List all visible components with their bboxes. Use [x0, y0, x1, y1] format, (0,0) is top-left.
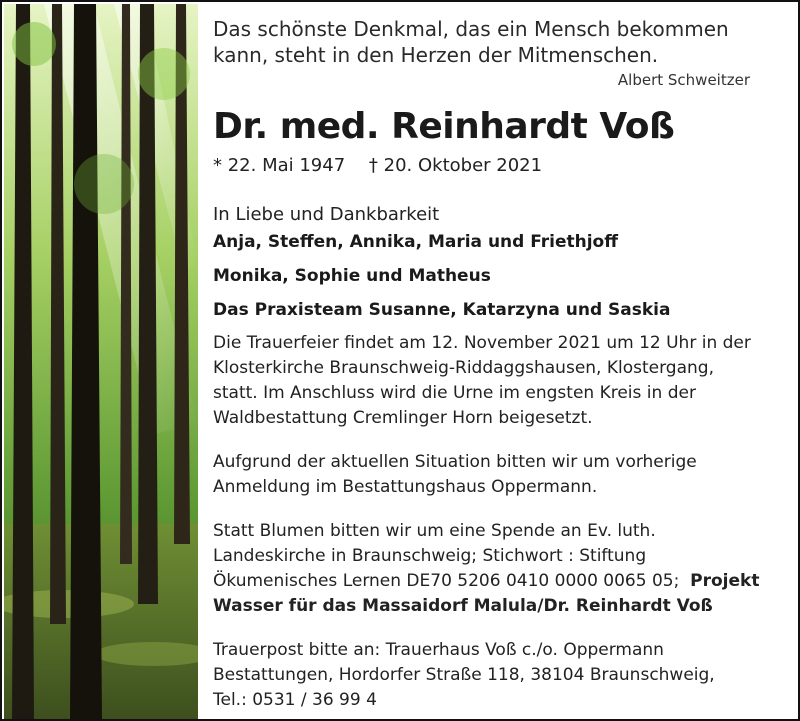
donation-line	[213, 569, 788, 594]
donation-iban-text: Ökumenisches Lernen DE70 5206 0410 0000 0065 05;	[213, 571, 680, 591]
ceremony-line: statt. Im Anschluss wird die Urne im engsten Kreis in der	[213, 383, 696, 403]
ceremony-paragraph	[213, 331, 788, 431]
mourners-intro: In Liebe und Dankbarkeit	[213, 204, 440, 225]
quote	[213, 16, 788, 68]
ceremony-line: Die Trauerfeier findet am 12. November 2021 um 12 Uhr in der	[213, 333, 751, 353]
mourner-group: Monika, Sophie und Matheus	[213, 266, 491, 286]
donation-line: Landeskirche in Braunschweig; Stichwort : Stiftung	[213, 546, 647, 566]
birth-date: * 22. Mai 1947	[213, 155, 346, 176]
donation-paragraph	[213, 519, 788, 619]
donation-project-name: Wasser für das Massaidorf Malula/Dr. Reinhardt Voß	[213, 596, 713, 616]
registration-line: Aufgrund der aktuellen Situation bitten wir um vorherige	[213, 452, 697, 472]
post-line: Tel.: 0531 / 36 99 4	[213, 690, 377, 710]
donation-project-label: Projekt	[690, 571, 760, 591]
condolence-post-paragraph	[213, 638, 788, 713]
deceased-name: Dr. med. Reinhardt Voß	[213, 106, 675, 147]
post-line: Bestattungen, Hordorfer Straße 118, 38104 Braunschweig,	[213, 665, 715, 685]
quote-line: kann, steht in den Herzen der Mitmenschen.	[213, 43, 659, 67]
quote-line: Das schönste Denkmal, das ein Mensch bekommen	[213, 17, 729, 41]
mourner-group: Das Praxisteam Susanne, Katarzyna und Saskia	[213, 300, 671, 320]
quote-author: Albert Schweitzer	[617, 71, 750, 89]
death-date: † 20. Oktober 2021	[368, 155, 543, 176]
ceremony-line: Klosterkirche Braunschweig-Riddaggshausen, Klostergang,	[213, 358, 714, 378]
forest-photo	[4, 4, 198, 719]
life-dates	[213, 155, 788, 176]
registration-line: Anmeldung im Bestattungshaus Oppermann.	[213, 477, 598, 497]
notice-content	[213, 16, 788, 713]
post-line: Trauerpost bitte an: Trauerhaus Voß c./o. Oppermann	[213, 640, 664, 660]
mourner-group: Anja, Steffen, Annika, Maria und Friethjoff	[213, 232, 619, 252]
registration-paragraph	[213, 450, 788, 500]
donation-line: Statt Blumen bitten wir um eine Spende an Ev. luth.	[213, 521, 656, 541]
ceremony-line: Waldbestattung Cremlinger Horn beigesetzt.	[213, 408, 593, 428]
